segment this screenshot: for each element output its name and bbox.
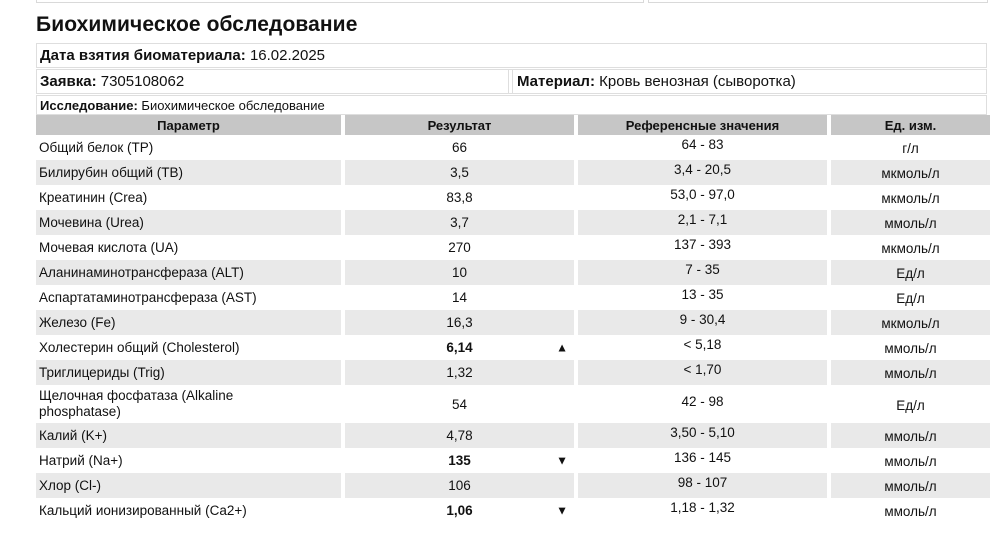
parameter-name: Аланинаминотрансфераза (ALT) [39,264,244,280]
parameter-name: Щелочная фосфатаза (Alkaline phosphatase) [39,388,234,419]
study-value: Биохимическое обследование [141,97,325,113]
previous-box-left [36,0,644,3]
reference-range: 98 - 107 [677,475,728,490]
table-row [36,160,990,185]
result-cell [345,360,574,385]
table-row [36,473,990,498]
result-value: 1,32 [446,365,473,380]
reference-range: 136 - 145 [673,450,732,465]
result-cell [345,385,574,423]
unit: мкмоль/л [881,191,940,206]
parameter-name: Креатинин (Crea) [39,189,148,205]
result-cell [345,210,574,235]
reference-cell [578,235,827,260]
result-value: 10 [451,265,468,280]
parameter-cell [36,335,341,360]
reference-range: < 1,70 [683,362,722,377]
reference-cell [578,210,827,235]
result-cell [345,448,574,473]
reference-cell [578,310,827,335]
reference-range: 2,1 - 7,1 [677,212,728,227]
unit-cell [831,135,990,160]
reference-cell [578,335,827,360]
reference-cell [578,473,827,498]
parameter-name: Триглицериды (Trig) [39,364,165,380]
reference-cell [578,448,827,473]
parameter-cell [36,473,341,498]
result-cell [345,185,574,210]
reference-range: 9 - 30,4 [679,312,726,327]
sample-date-row [36,43,987,68]
result-cell [345,310,574,335]
reference-cell [578,285,827,310]
table-row [36,210,990,235]
header-reference: Референсные значения [578,115,827,135]
unit-cell [831,498,990,523]
result-cell [345,160,574,185]
previous-section-border [0,0,1000,4]
reference-cell [578,135,827,160]
reference-cell [578,260,827,285]
unit: Ед/л [896,291,925,306]
parameter-cell [36,160,341,185]
result-value: 83,8 [446,190,473,205]
material-value: Кровь венозная (сыворотка) [599,73,796,90]
reference-range: 3,4 - 20,5 [673,162,732,177]
parameter-cell [36,135,341,160]
flag-high-icon: ▲ [556,339,568,354]
sample-date-label: Дата взятия биоматериала: [40,47,246,64]
table-row [36,135,990,160]
unit: ммоль/л [884,341,937,356]
reference-range: < 5,18 [683,337,722,352]
unit: ммоль/л [884,479,937,494]
result-cell [345,335,574,360]
order-material-row [36,69,987,94]
parameter-cell [36,310,341,335]
header-parameter: Параметр [36,115,341,135]
result-value: 270 [448,240,471,255]
result-cell [345,260,574,285]
unit-cell [831,423,990,448]
result-value: 3,7 [450,215,469,230]
result-value: 54 [451,396,468,412]
parameter-cell [36,210,341,235]
parameter-name: Холестерин общий (Cholesterol) [39,339,240,355]
table-row [36,260,990,285]
table-header-row [36,115,990,135]
reference-cell [578,385,827,423]
result-cell [345,235,574,260]
unit: Ед/л [896,266,925,281]
study-label: Исследование: [40,97,138,113]
order-label: Заявка: [40,73,97,90]
result-cell [345,135,574,160]
table-row [36,360,990,385]
parameter-cell [36,448,341,473]
section-title: Биохимическое обследование [36,13,358,36]
parameter-name: Аспартатаминотрансфераза (AST) [39,289,257,305]
table-row [36,285,990,310]
result-value: 16,3 [446,315,473,330]
parameter-cell [36,185,341,210]
parameter-cell [36,360,341,385]
material-cell [512,70,986,93]
table-row [36,235,990,260]
result-value: 4,78 [446,428,473,443]
order-value: 7305108062 [100,73,185,90]
reference-cell [578,498,827,523]
result-value: 14 [451,290,468,305]
unit-cell [831,360,990,385]
unit-cell [831,160,990,185]
parameter-cell [36,260,341,285]
unit-cell [831,310,990,335]
reference-range: 1,18 - 1,32 [670,500,735,515]
unit-cell [831,210,990,235]
parameter-name: Натрий (Na+) [39,452,123,468]
table-row [36,185,990,210]
unit-cell [831,285,990,310]
unit-cell [831,185,990,210]
parameter-name: Кальций ионизированный (Ca2+) [39,502,247,518]
unit-cell [831,473,990,498]
reference-cell [578,160,827,185]
table-row [36,335,990,360]
unit: ммоль/л [884,504,937,519]
reference-cell [578,360,827,385]
flag-low-icon: ▼ [556,502,568,517]
sample-date-value: 16.02.2025 [249,47,326,64]
unit: ммоль/л [884,429,937,444]
unit: мкмоль/л [881,166,940,181]
previous-box-right [648,0,988,3]
flag-low-icon: ▼ [556,452,568,467]
table-row [36,310,990,335]
reference-range: 137 - 393 [673,237,732,252]
unit: ммоль/л [884,216,937,231]
parameter-cell [36,285,341,310]
reference-range: 53,0 - 97,0 [670,187,735,202]
order-cell [37,70,509,93]
unit: г/л [902,141,919,156]
unit-cell [831,235,990,260]
result-cell [345,423,574,448]
parameter-name: Мочевая кислота (UA) [39,239,179,255]
unit: мкмоль/л [881,241,940,256]
reference-range: 42 - 98 [681,393,724,409]
study-row [36,95,987,115]
reference-range: 13 - 35 [681,287,724,302]
reference-cell [578,185,827,210]
table-row [36,448,990,473]
unit-cell [831,385,990,423]
result-value: 66 [451,140,468,155]
reference-range: 64 - 83 [681,137,724,152]
reference-range: 7 - 35 [685,262,720,277]
header-result: Результат [345,115,574,135]
unit: ммоль/л [884,366,937,381]
parameter-cell [36,385,341,423]
result-value: 106 [448,478,471,493]
parameter-cell [36,498,341,523]
result-value: 3,5 [450,165,469,180]
table-row [36,498,990,523]
result-cell [345,498,574,523]
unit: мкмоль/л [881,316,940,331]
result-value: 135 [448,453,471,468]
unit: ммоль/л [884,454,937,469]
result-value: 1,06 [446,503,473,518]
reference-cell [578,423,827,448]
header-unit: Ед. изм. [831,115,990,135]
result-value: 6,14 [446,340,473,355]
table-row [36,385,990,423]
unit-cell [831,260,990,285]
unit-cell [831,335,990,360]
parameter-name: Калий (K+) [39,427,107,443]
parameter-name: Общий белок (TP) [39,139,154,155]
parameter-name: Мочевина (Urea) [39,214,144,230]
material-label: Материал: [517,73,595,90]
parameter-name: Билирубин общий (TB) [39,164,183,180]
result-cell [345,473,574,498]
results-table [32,115,994,523]
unit: Ед/л [896,397,925,413]
unit-cell [831,448,990,473]
reference-range: 3,50 - 5,10 [670,425,735,440]
parameter-cell [36,423,341,448]
parameter-name: Железо (Fe) [39,314,116,330]
table-row [36,423,990,448]
result-cell [345,285,574,310]
parameter-name: Хлор (Cl-) [39,477,102,493]
parameter-cell [36,235,341,260]
